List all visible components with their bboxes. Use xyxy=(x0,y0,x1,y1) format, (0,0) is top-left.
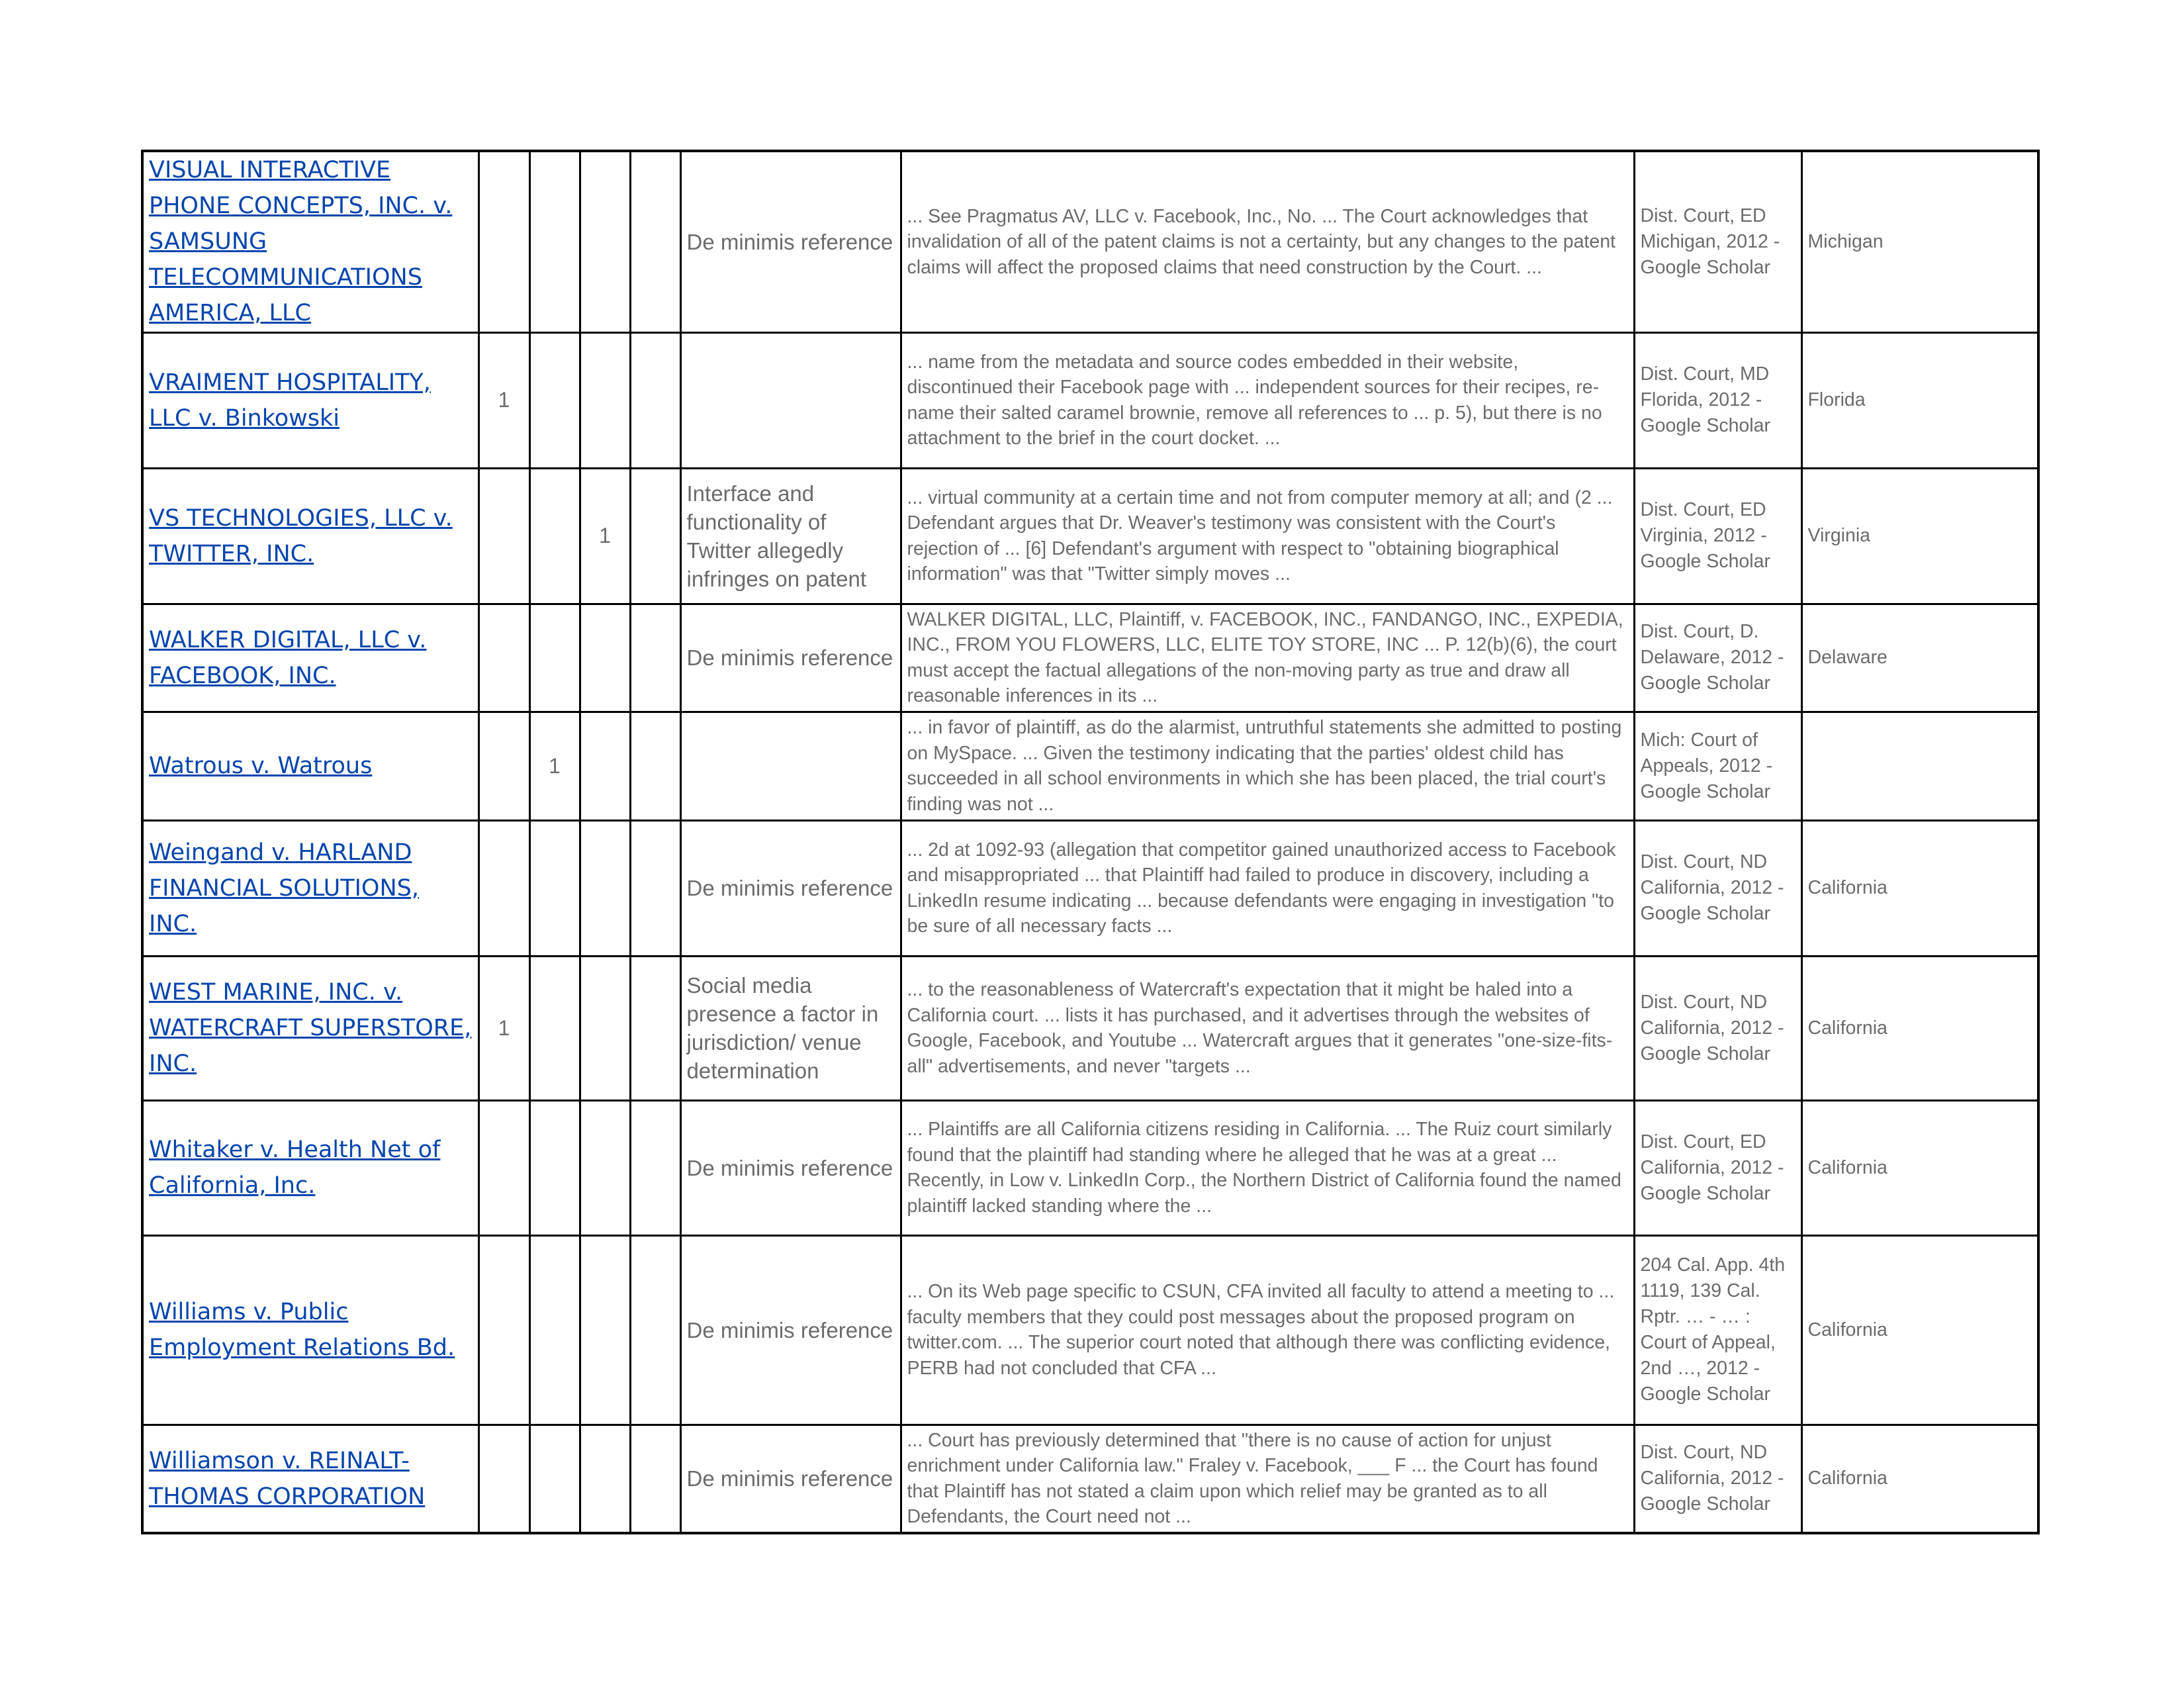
count-cell-3: 1 xyxy=(580,468,630,604)
case-link[interactable]: Weingand v. HARLAND FINANCIAL SOLUTIONS, INC. xyxy=(149,839,420,937)
count-cell-4 xyxy=(630,468,680,604)
case-cell xyxy=(142,820,478,956)
case-cell xyxy=(142,956,478,1100)
court-cell: Dist. Court, ND California, 2012 - Google Scholar xyxy=(1634,956,1801,1100)
count-cell-2 xyxy=(529,1425,580,1533)
count-cell-4 xyxy=(630,1100,680,1235)
count-cell-3 xyxy=(580,712,630,820)
note-cell: De minimis reference xyxy=(680,1100,901,1235)
snippet-cell: ... On its Web page specific to CSUN, CFA invited all faculty to attend a meeting to ... faculty members that they could post messages about the proposed program on twitter.com. ... The superior court noted that although there was conflicting evidence, PERB had not concluded that CFA ... xyxy=(901,1235,1634,1425)
case-cell xyxy=(142,151,478,332)
case-cell xyxy=(142,604,478,712)
note-cell: De minimis reference xyxy=(680,1425,901,1533)
count-cell-1: 1 xyxy=(478,332,529,468)
count-cell-4 xyxy=(630,956,680,1100)
count-cell-1 xyxy=(478,1100,529,1235)
state-cell xyxy=(1801,712,2038,820)
snippet-cell: ... Plaintiffs are all California citizens residing in California. ... The Ruiz court similarly found that the plaintiff had standing where he alleged that he was at a great ... Recently, in Low v. LinkedIn Corp., the Northern District of California found the named plaintiff lacked standing where the ... xyxy=(901,1100,1634,1235)
note-cell: De minimis reference xyxy=(680,151,901,332)
count-cell-3 xyxy=(580,956,630,1100)
state-cell: Delaware xyxy=(1801,604,2038,712)
snippet-cell: ... 2d at 1092-93 (allegation that competitor gained unauthorized access to Facebook and misappropriated ... that Plaintiff had failed to produce in discovery, including a LinkedIn resume indicating ... because defendants were engaging in investigation "to be sure of all necessary facts ... xyxy=(901,820,1634,956)
count-cell-2 xyxy=(529,1235,580,1425)
case-cell xyxy=(142,1425,478,1533)
case-link[interactable]: Williamson v. REINALT-THOMAS CORPORATION xyxy=(149,1447,426,1510)
note-cell: De minimis reference xyxy=(680,1235,901,1425)
snippet-cell: ... virtual community at a certain time and not from computer memory at all; and (2 ... Defendant argues that Dr. Weaver's testimony was consistent with the Court's rejection of ... [6] Defendant's argument with respect to "obtaining biographical information" was that "Twitter simply moves ... xyxy=(901,468,1634,604)
count-cell-2 xyxy=(529,604,580,712)
count-cell-4 xyxy=(630,332,680,468)
count-cell-1 xyxy=(478,604,529,712)
table-row xyxy=(142,712,2038,820)
state-cell: Michigan xyxy=(1801,151,2038,332)
court-cell: Dist. Court, ED Michigan, 2012 - Google Scholar xyxy=(1634,151,1801,332)
state-cell: California xyxy=(1801,1235,2038,1425)
count-cell-3 xyxy=(580,1100,630,1235)
note-cell: De minimis reference xyxy=(680,604,901,712)
count-cell-1: 1 xyxy=(478,956,529,1100)
case-cell xyxy=(142,1100,478,1235)
court-cell: Dist. Court, D. Delaware, 2012 - Google Scholar xyxy=(1634,604,1801,712)
count-cell-3 xyxy=(580,332,630,468)
case-link[interactable]: VS TECHNOLOGIES, LLC v. TWITTER, INC. xyxy=(149,504,453,567)
court-cell: Dist. Court, ED Virginia, 2012 - Google Scholar xyxy=(1634,468,1801,604)
court-cell: Mich: Court of Appeals, 2012 - Google Scholar xyxy=(1634,712,1801,820)
case-cell xyxy=(142,712,478,820)
count-cell-2 xyxy=(529,332,580,468)
snippet-cell: WALKER DIGITAL, LLC, Plaintiff, v. FACEBOOK, INC., FANDANGO, INC., EXPEDIA, INC., FROM YOU FLOWERS, LLC, ELITE TOY STORE, INC ... P. 12(b)(6), the court must accept the factual allegations of the non-moving party as true and draw all reasonable inferences in its ... xyxy=(901,604,1634,712)
case-cell xyxy=(142,1235,478,1425)
table-row xyxy=(142,1235,2038,1425)
note-cell xyxy=(680,332,901,468)
case-link[interactable]: Williams v. Public Employment Relations Bd. xyxy=(149,1299,455,1361)
snippet-cell: ... in favor of plaintiff, as do the alarmist, untruthful statements she admitted to posting on MySpace. ... Given the testimony indicating that the parties' oldest child has succeeded in all school environments in which she has been placed, the trial court's finding was not ... xyxy=(901,712,1634,820)
count-cell-2 xyxy=(529,956,580,1100)
case-link[interactable]: WEST MARINE, INC. v. WATERCRAFT SUPERSTORE, INC. xyxy=(149,979,472,1077)
case-cell xyxy=(142,468,478,604)
case-table xyxy=(141,150,2040,1534)
count-cell-4 xyxy=(630,151,680,332)
count-cell-2 xyxy=(529,151,580,332)
case-link[interactable]: VISUAL INTERACTIVE PHONE CONCEPTS, INC. v. SAMSUNG TELECOMMUNICATIONS AMERICA, LLC xyxy=(149,157,453,327)
count-cell-3 xyxy=(580,1235,630,1425)
snippet-cell: ... See Pragmatus AV, LLC v. Facebook, Inc., No. ... The Court acknowledges that invalidation of all of the patent claims is not a certainty, but any changes to the patent claims will affect the proposed claims that need construction by the Court. ... xyxy=(901,151,1634,332)
table-row xyxy=(142,332,2038,468)
table-row xyxy=(142,151,2038,332)
count-cell-4 xyxy=(630,604,680,712)
count-cell-4 xyxy=(630,1425,680,1533)
state-cell: California xyxy=(1801,820,2038,956)
court-cell: Dist. Court, ND California, 2012 - Google Scholar xyxy=(1634,820,1801,956)
count-cell-4 xyxy=(630,820,680,956)
note-cell: Interface and functionality of Twitter allegedly infringes on patent xyxy=(680,468,901,604)
snippet-cell: ... name from the metadata and source codes embedded in their website, discontinued their Facebook page with ... independent sources for their recipes, re-name their salted caramel brownie, remove all references to ... p. 5), but there is no attachment to the brief in the court docket. ... xyxy=(901,332,1634,468)
count-cell-2 xyxy=(529,820,580,956)
state-cell: California xyxy=(1801,1100,2038,1235)
count-cell-4 xyxy=(630,712,680,820)
state-cell: California xyxy=(1801,956,2038,1100)
table-row xyxy=(142,1425,2038,1533)
table-row xyxy=(142,820,2038,956)
note-cell: Social media presence a factor in jurisdiction/ venue determination xyxy=(680,956,901,1100)
court-cell: Dist. Court, ND California, 2012 - Google Scholar xyxy=(1634,1425,1801,1533)
count-cell-1 xyxy=(478,151,529,332)
table-row xyxy=(142,1100,2038,1235)
state-cell: Florida xyxy=(1801,332,2038,468)
case-link[interactable]: Watrous v. Watrous xyxy=(149,753,373,779)
count-cell-1 xyxy=(478,712,529,820)
case-cell xyxy=(142,332,478,468)
note-cell: De minimis reference xyxy=(680,820,901,956)
count-cell-3 xyxy=(580,604,630,712)
note-cell xyxy=(680,712,901,820)
count-cell-1 xyxy=(478,468,529,604)
count-cell-2 xyxy=(529,1100,580,1235)
case-link[interactable]: Whitaker v. Health Net of California, Inc. xyxy=(149,1137,441,1199)
snippet-cell: ... to the reasonableness of Watercraft's expectation that it might be haled into a California court. ... lists it has purchased, and it advertises through the websites of Google, Facebook, and Youtube ... Watercraft argues that it generates "one-size-fits-all" advertisements, and never "targets ... xyxy=(901,956,1634,1100)
court-cell: Dist. Court, MD Florida, 2012 - Google Scholar xyxy=(1634,332,1801,468)
count-cell-3 xyxy=(580,1425,630,1533)
count-cell-4 xyxy=(630,1235,680,1425)
case-link[interactable]: VRAIMENT HOSPITALITY, LLC v. Binkowski xyxy=(149,369,431,432)
court-cell: 204 Cal. App. 4th 1119, 139 Cal. Rptr. … - … : Court of Appeal, 2nd …, 2012 - Google Scholar xyxy=(1634,1235,1801,1425)
table-row xyxy=(142,604,2038,712)
state-cell: Virginia xyxy=(1801,468,2038,604)
count-cell-1 xyxy=(478,1235,529,1425)
table-row xyxy=(142,468,2038,604)
case-link[interactable]: WALKER DIGITAL, LLC v. FACEBOOK, INC. xyxy=(149,626,427,689)
count-cell-2 xyxy=(529,468,580,604)
court-cell: Dist. Court, ED California, 2012 - Google Scholar xyxy=(1634,1100,1801,1235)
count-cell-2: 1 xyxy=(529,712,580,820)
table-row xyxy=(142,956,2038,1100)
count-cell-1 xyxy=(478,820,529,956)
count-cell-3 xyxy=(580,151,630,332)
snippet-cell: ... Court has previously determined that "there is no cause of action for unjust enrichment under California law." Fraley v. Facebook, ___ F ... the Court has found that Plaintiff has not stated a claim upon which relief may be granted as to all Defendants, the Court need not ... xyxy=(901,1425,1634,1533)
state-cell: California xyxy=(1801,1425,2038,1533)
count-cell-3 xyxy=(580,820,630,956)
count-cell-1 xyxy=(478,1425,529,1533)
